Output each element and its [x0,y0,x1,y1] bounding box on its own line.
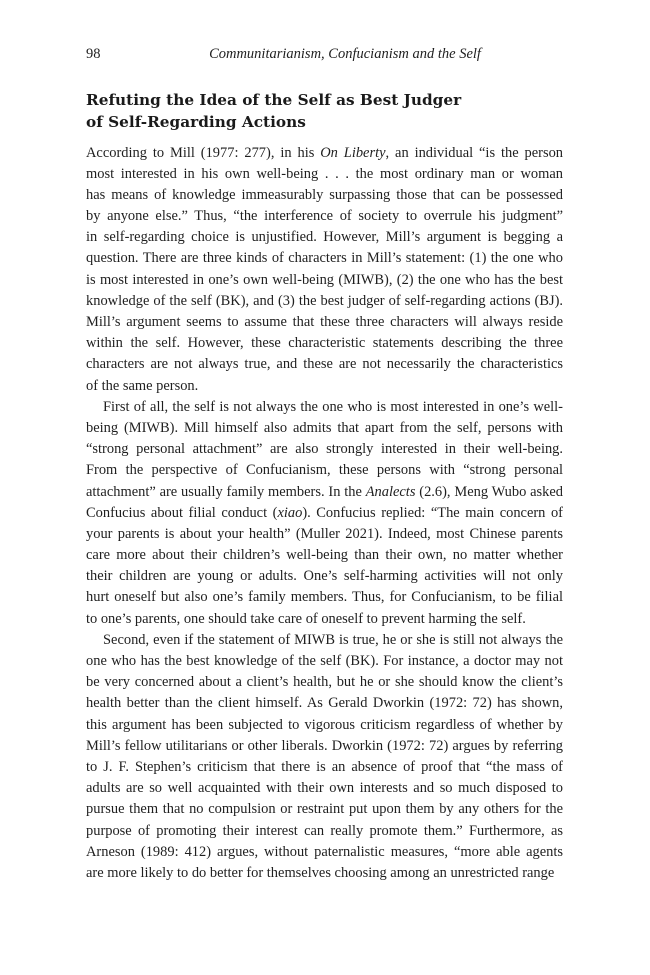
text-segment: From the perspective of Confucianism, these persons with “strong personal [86,462,563,479]
text-line [86,143,563,164]
text-line [86,609,563,630]
body-text [86,143,563,885]
text-segment: characters are not always true, and these are not necessarily the characteristics [86,356,563,373]
running-header [86,44,564,64]
text-segment: question. There are three kinds of characters in Mill’s statement: (1) the one who [86,250,563,267]
text-line [86,821,563,842]
text-line [86,545,563,566]
text-segment: to one’s parents, one should take care of oneself to prevent harming the self. [86,610,526,627]
text-segment: has means of knowledge immeasurably surpassing those that can be possessed [86,186,563,203]
text-segment: “strong personal attachment” are also strongly interested in their well-being. [86,441,563,458]
text-segment: ). Confucius replied: “The main concern of [302,504,563,521]
text-segment: being (MIWB). Mill himself also admits that apart from the self, persons with [86,419,563,436]
text-line [86,206,563,227]
text-segment: be very concerned about a client’s health, but he or she should know the client’s [86,674,563,691]
italic-text: On Liberty [320,144,386,161]
text-segment: pursue them that no compulsion or restraint put upon them by any others for the [86,801,563,818]
text-line [86,439,563,460]
text-segment: , an individual “is the person [385,144,564,161]
text-line [86,376,563,397]
text-segment: by anyone else.” Thus, “the interference of society to overrule his judgment” [86,208,563,225]
text-segment: Confucius about filial conduct ( [86,504,278,521]
text-segment: their children are young or adults. One’s self-harming activities will not only [86,568,563,585]
text-segment: Mill’s fellow utilitarians or other liberals. Dworkin (1972: 72) argues by referring [86,737,563,754]
paragraph [86,143,563,397]
text-line [86,524,563,545]
text-line [86,333,563,354]
text-segment: this argument has been subjected to vigorous criticism regardless of whether by [86,716,563,733]
text-line [86,799,563,820]
text-segment: Arneson (1989: 412) argues, without paternalistic measures, “more able agents [86,843,563,860]
text-segment: in self-regarding choice is unjustified. However, Mill’s argument is begging a [86,229,563,246]
text-segment: (2.6), Meng Wubo asked [415,483,563,500]
text-segment: most interested in his own well-being . . . the most ordinary man or woman [86,165,563,182]
section-heading [86,89,566,133]
text-line [86,460,563,481]
text-line [86,715,563,736]
section-heading-line: of Self-Regarding Actions [86,113,306,131]
text-line [86,482,563,503]
text-line [86,227,563,248]
text-segment: is most interested in one’s own well-being (MIWB), (2) the one who has the best [86,271,563,288]
text-line [86,291,563,312]
text-line [86,651,563,672]
text-segment: attachment” are usually family members. In the [86,483,366,500]
text-line [86,418,563,439]
text-segment: According to Mill (1977: 277), in his [86,144,321,161]
text-segment: First of all, the self is not always the one who is most interested in one’s well- [103,398,563,415]
text-line [86,566,563,587]
text-line [86,397,563,418]
text-line [86,736,563,757]
text-segment: care more about their children’s well-being than their own, no matter whether [86,547,563,564]
paragraph [86,397,563,630]
text-segment: to J. F. Stephen’s criticism that there is an absence of proof that “the mass of [86,758,563,775]
text-line [86,778,563,799]
text-line [86,185,563,206]
page-number: 98 [86,46,101,62]
text-line [86,312,563,333]
text-segment: of the same person. [86,377,199,394]
text-segment: purpose of promoting their interest can really promote them.” Furthermore, as [86,822,563,839]
running-title: Communitarianism, Confucianism and the Self [209,46,481,62]
text-segment: health better than the client himself. As Gerald Dworkin (1972: 72) has shown, [86,695,563,712]
text-line [86,842,563,863]
text-segment: one who has the best knowledge of the self (BK). For instance, a doctor may not [86,653,563,669]
paragraph [86,630,563,884]
text-line [86,672,563,693]
text-segment: your parents is about your health” (Muller 2021). Indeed, most Chinese parents [86,525,563,542]
text-segment: Mill’s argument seems to assume that these three characters will always reside [86,314,563,330]
text-segment: within the self. However, these characteristic statements describing the three [86,335,563,352]
text-segment: hurt oneself but also one’s family members. Thus, for Confucianism, to be filial [86,589,563,606]
text-line [86,757,563,778]
text-line [86,693,563,714]
text-line [86,248,563,269]
section-heading-line: Refuting the Idea of the Self as Best Judger [86,91,462,109]
text-segment: knowledge of the self (BK), and (3) the best judger of self-regarding actions (BJ). [86,292,563,309]
text-segment: are more likely to do better for themselves choosing among an unrestricted range [86,864,555,881]
text-line [86,164,563,185]
text-segment: Second, even if the statement of MIWB is true, he or she is still not always the [103,631,563,648]
text-line [86,503,563,524]
italic-text: Analects [365,483,416,500]
text-line [86,354,563,375]
italic-text: xiao [277,504,303,521]
text-line [86,587,563,608]
text-segment: adults are so well acquainted with their own interests and so much disposed to [86,780,563,797]
text-line [86,270,563,291]
text-line [86,630,563,651]
text-line [86,863,563,884]
